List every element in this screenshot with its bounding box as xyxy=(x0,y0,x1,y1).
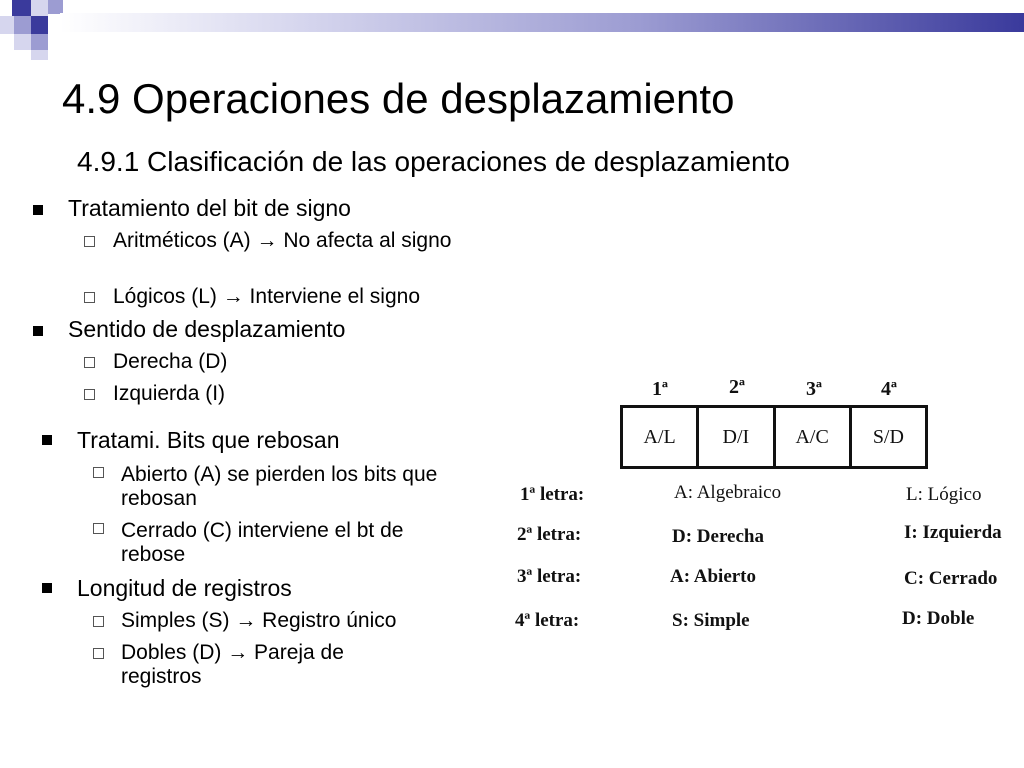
hollow-bullet-icon xyxy=(93,648,104,659)
deco-square xyxy=(31,50,48,60)
deco-square xyxy=(0,16,14,34)
position-label: 4ª xyxy=(881,378,897,400)
code-box: A/L xyxy=(643,425,676,448)
slide-title: 4.9 Operaciones de desplazamiento xyxy=(62,75,735,122)
legend-letter: 3ª letra: xyxy=(517,566,582,587)
legend-letter: 4ª letra: xyxy=(515,610,580,631)
legend-option: D: Doble xyxy=(902,608,975,629)
legend-option: S: Simple xyxy=(672,610,750,631)
deco-square xyxy=(14,34,31,50)
deco-square xyxy=(48,0,63,14)
sub-bullet: Abierto (A) se pierden los bits que rebosan xyxy=(121,463,438,510)
operation-code-boxes xyxy=(620,405,928,469)
legend-letter: 1ª letra: xyxy=(520,484,585,505)
square-bullet-icon xyxy=(33,205,43,215)
sub-bullet: Cerrado (C) interviene el bt de rebose xyxy=(121,519,404,566)
bullet-heading: Tratami. Bits que rebosan xyxy=(77,427,340,453)
position-label: 1ª xyxy=(652,378,668,400)
bullet-heading: Sentido de desplazamiento xyxy=(68,316,346,342)
hollow-bullet-icon xyxy=(93,467,104,478)
code-box: D/I xyxy=(696,408,772,466)
sub-bullet: Derecha (D) xyxy=(113,350,228,373)
sub-bullet: Lógicos (L) → Interviene el signo xyxy=(113,285,420,308)
square-bullet-icon xyxy=(33,326,43,336)
deco-square xyxy=(31,0,48,16)
legend-letter: 2ª letra: xyxy=(517,524,582,545)
legend-option: D: Derecha xyxy=(672,526,764,547)
legend-option: L: Lógico xyxy=(906,484,982,505)
hollow-bullet-icon xyxy=(84,236,95,247)
deco-square xyxy=(14,16,31,34)
bullet-heading: Tratamiento del bit de signo xyxy=(68,195,351,221)
square-bullet-icon xyxy=(42,583,52,593)
sub-bullet: Aritméticos (A) → No afecta al signo xyxy=(113,229,452,252)
square-bullet-icon xyxy=(42,435,52,445)
code-box: S/D xyxy=(849,408,925,466)
hollow-bullet-icon xyxy=(93,616,104,627)
slide-subtitle: 4.9.1 Clasificación de las operaciones de desplazamiento xyxy=(77,146,790,177)
classification-figure xyxy=(490,360,1024,660)
header-gradient-bar xyxy=(60,13,1024,32)
hollow-bullet-icon xyxy=(84,292,95,303)
position-label: 2ª xyxy=(729,376,745,398)
deco-square xyxy=(31,16,48,34)
hollow-bullet-icon xyxy=(93,523,104,534)
code-box: A/C xyxy=(773,408,849,466)
sub-bullet: Izquierda (I) xyxy=(113,382,226,405)
sub-bullet: Dobles (D) → Pareja de registros xyxy=(121,641,344,688)
hollow-bullet-icon xyxy=(84,357,95,368)
legend-option: A: Abierto xyxy=(670,566,757,587)
sub-bullet: Simples (S) → Registro único xyxy=(121,609,397,632)
legend-option: A: Algebraico xyxy=(674,482,782,503)
legend-option: C: Cerrado xyxy=(904,568,998,589)
hollow-bullet-icon xyxy=(84,389,95,400)
bullet-heading: Longitud de registros xyxy=(77,575,292,601)
legend-option: I: Izquierda xyxy=(904,522,1002,543)
position-label: 3ª xyxy=(806,378,822,400)
deco-square xyxy=(12,0,31,16)
deco-square xyxy=(31,34,48,50)
